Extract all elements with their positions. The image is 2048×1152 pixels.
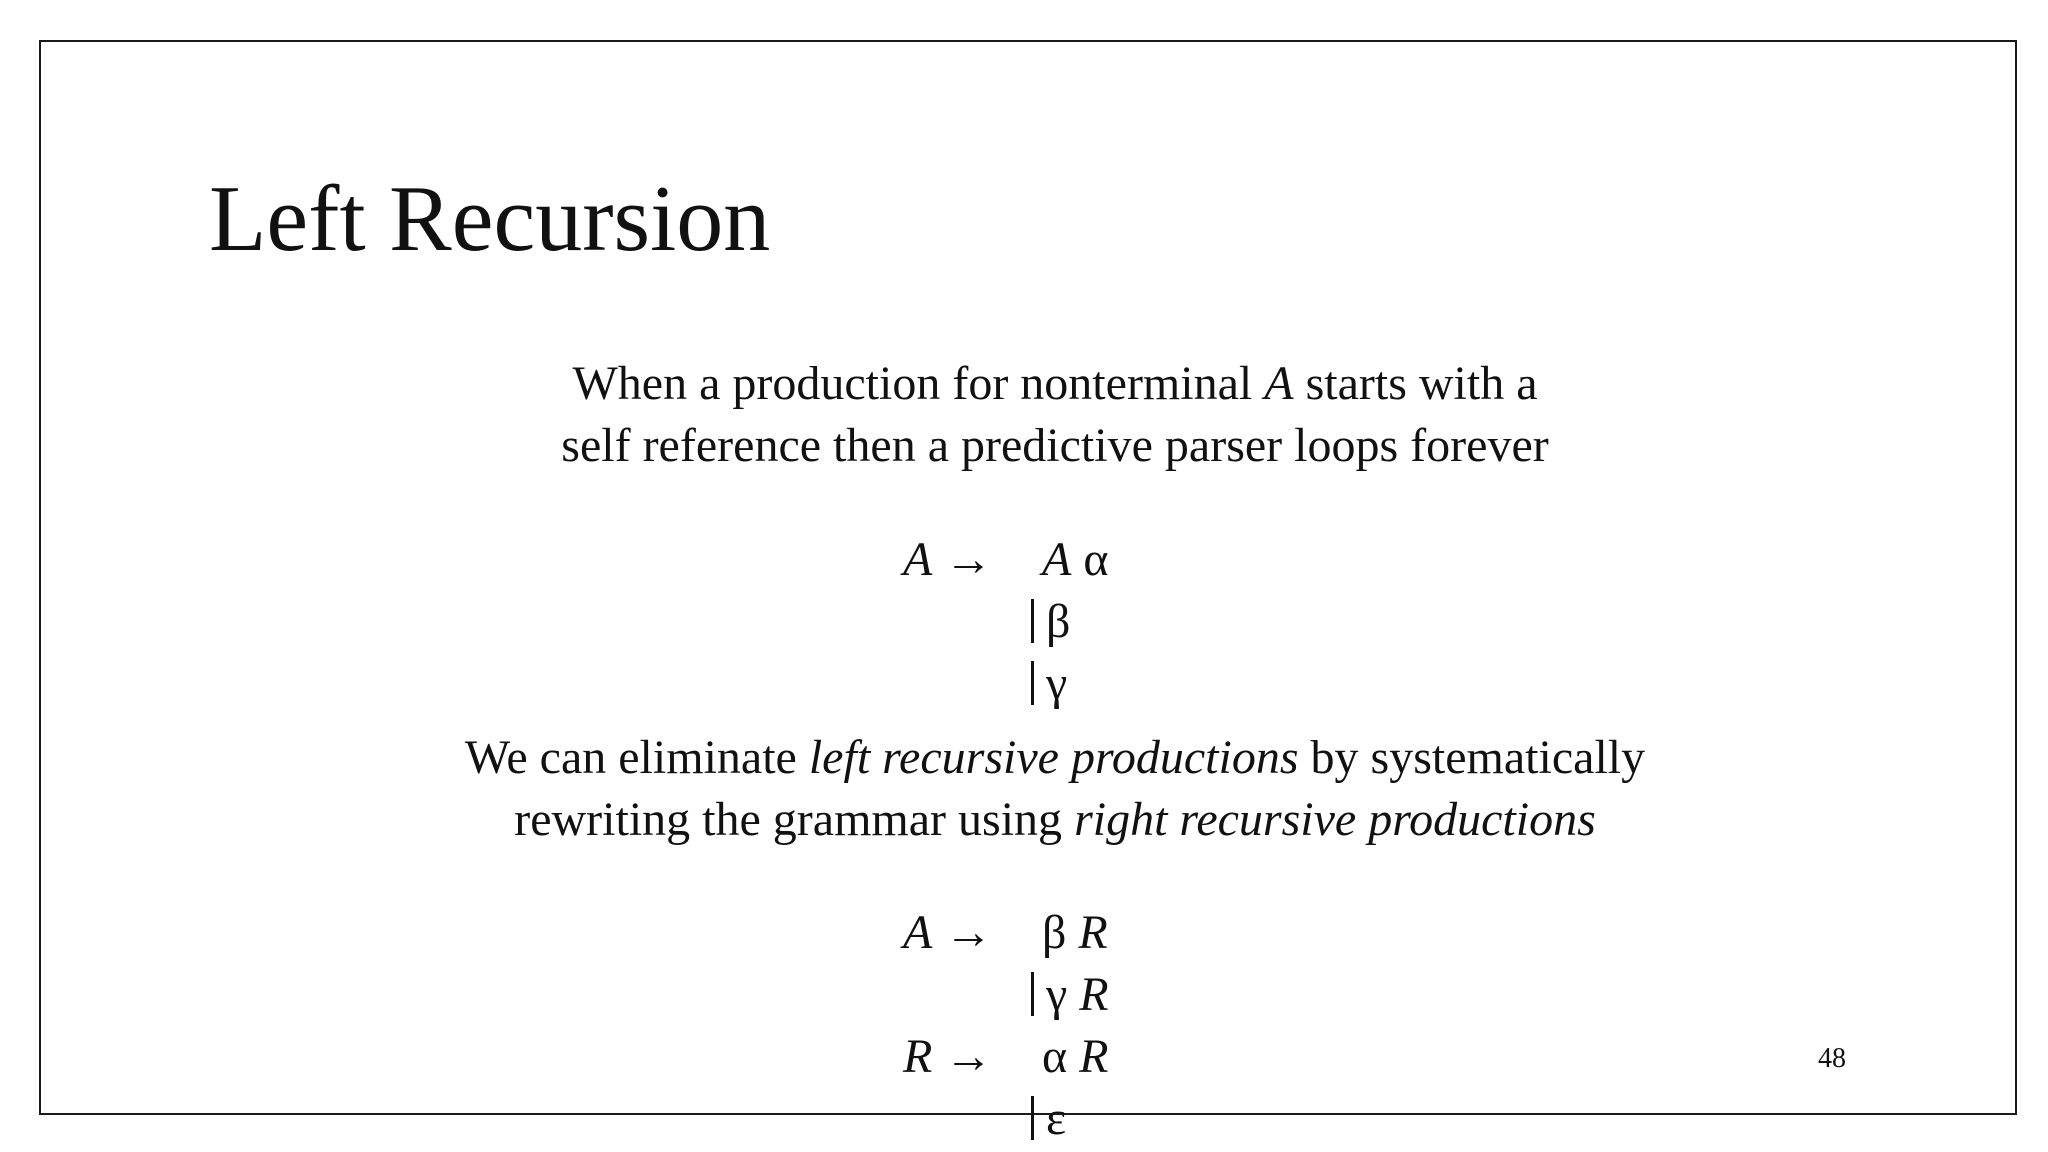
arrow-icon: → [944, 1030, 993, 1083]
intro-line-1-end: starts with a [1293, 357, 1538, 410]
grammar2-gamma: γ [1046, 968, 1068, 1021]
slide-title: Left Recursion [209, 167, 771, 271]
grammar1-beta: β [1046, 595, 1071, 648]
grammar2-rhs-3 [1042, 1026, 1108, 1088]
rewrite-line-2-start: rewriting the grammar using [514, 793, 1075, 846]
grammar1-lhs-group [903, 529, 992, 591]
left-recursive-term: left recursive productions [808, 731, 1299, 784]
intro-line-1-start: When a production for nonterminal [572, 357, 1265, 410]
intro-paragraph [41, 353, 2015, 477]
alternation-bar [1031, 1096, 1034, 1140]
grammar1-rhs-a: A [1042, 533, 1072, 586]
grammar2-alt-2 [1031, 1088, 1066, 1150]
right-recursive-term: right recursive productions [1074, 793, 1596, 846]
grammar1-lhs: A [903, 533, 933, 586]
intro-line-2: self reference then a predictive parser loops forever [561, 419, 1549, 472]
slide [39, 40, 2017, 1145]
grammar2-r: R [1079, 968, 1109, 1021]
grammar2-beta: β [1042, 906, 1067, 959]
grammar1-alt-2 [1031, 653, 1067, 715]
grammar2-lhs-r: R [903, 1030, 933, 1083]
grammar2-lhs-a-group [903, 902, 992, 964]
grammar2-alpha: α [1042, 1030, 1068, 1083]
nonterminal-a: A [1264, 357, 1294, 410]
grammar2-r: R [1079, 1030, 1109, 1083]
alternation-bar [1031, 661, 1034, 705]
rewrite-line-1-end: by systematically [1298, 731, 1646, 784]
grammar1-rhs-alpha: α [1083, 533, 1109, 586]
grammar1-alt-1 [1031, 591, 1070, 653]
grammar2-r: R [1078, 906, 1108, 959]
grammar2-lhs-r-group [903, 1026, 992, 1088]
arrow-icon: → [944, 906, 993, 959]
alternation-bar [1031, 972, 1034, 1016]
page-number: 48 [1818, 1043, 1846, 1074]
rewrite-paragraph [41, 727, 2015, 851]
grammar2-rhs-1 [1042, 902, 1108, 964]
alternation-bar [1031, 599, 1034, 643]
grammar1-rhs-1 [1042, 529, 1108, 591]
rewrite-line-2 [41, 789, 2015, 851]
rewrite-line-1-start: We can eliminate [464, 731, 809, 784]
rewrite-line-1 [41, 727, 2015, 789]
grammar2-lhs-a: A [903, 906, 933, 959]
grammar2-alt-1 [1031, 964, 1109, 1026]
grammar1-gamma: γ [1046, 657, 1068, 710]
grammar2-epsilon: ε [1046, 1092, 1067, 1145]
arrow-icon: → [944, 533, 993, 586]
intro-line-1 [41, 353, 2015, 415]
